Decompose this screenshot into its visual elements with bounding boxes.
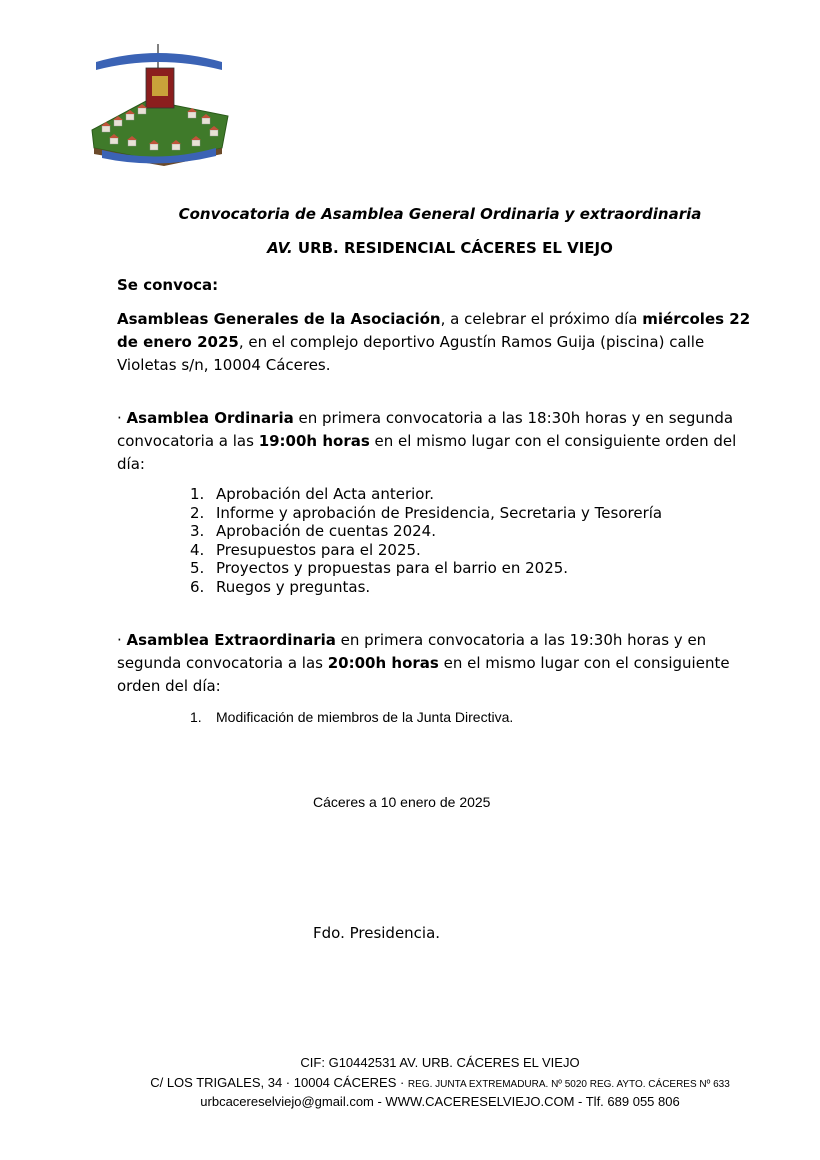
list-item-text: Ruegos y preguntas.	[216, 577, 371, 596]
extraordinaria-paragraph	[117, 629, 757, 698]
asambleas-text2: , en el complejo deportivo Agustín Ramos Guija (piscina) calle Violetas s/n, 10004 Cáceres.	[117, 333, 705, 374]
list-item	[190, 559, 662, 578]
list-item	[190, 708, 513, 727]
footer-address-main: C/ LOS TRIGALES, 34 · 10004 CÁCERES ·	[150, 1075, 408, 1090]
list-item	[190, 485, 662, 504]
ordinaria-time: 19:00h horas	[258, 432, 370, 450]
document-title: Convocatoria de Asamblea General Ordinaria y extraordinaria	[178, 205, 702, 223]
footer-address	[0, 1075, 820, 1090]
list-item-number: 1.	[190, 709, 202, 725]
footer-cif: CIF: G10442531 AV. URB. CÁCERES EL VIEJO	[300, 1055, 580, 1070]
ordinaria-title: Asamblea Ordinaria	[126, 409, 294, 427]
ordinaria-bullet: ·	[117, 409, 127, 427]
list-item	[190, 504, 662, 523]
asambleas-bold: Asambleas Generales de la Asociación	[117, 310, 441, 328]
list-item-text: Modificación de miembros de la Junta Directiva.	[216, 709, 514, 725]
list-item-text: Aprobación del Acta anterior.	[216, 485, 435, 503]
ordinaria-text2: en el mismo lugar con el consiguiente orden del día:	[117, 432, 737, 473]
ordinaria-text1: en primera convocatoria a las 18:30h horas y en segunda convocatoria a las	[117, 409, 734, 450]
extraordinaria-text1: en primera convocatoria a las 19:30h horas y en segunda convocatoria a las	[117, 631, 707, 672]
list-item-number: 4.	[190, 540, 205, 559]
extraordinaria-bullet: ·	[117, 631, 127, 649]
se-convoca-heading: Se convoca:	[117, 276, 219, 294]
list-item-number: 5.	[190, 559, 205, 577]
list-item-text: Aprobación de cuentas 2024.	[216, 522, 436, 540]
list-item-number: 3.	[190, 522, 205, 540]
asambleas-paragraph	[117, 308, 757, 377]
ordinaria-paragraph	[117, 407, 757, 476]
association-name-text: URB. RESIDENCIAL CÁCERES EL VIEJO	[297, 239, 613, 257]
extraordinaria-agenda-list	[190, 708, 513, 727]
extraordinaria-title: Asamblea Extraordinaria	[126, 631, 336, 649]
asambleas-text1: , a celebrar el próximo día	[440, 310, 643, 328]
list-item-number: 1.	[190, 485, 205, 503]
list-item-text: Informe y aprobación de Presidencia, Secretaria y Tesorería	[216, 503, 663, 522]
footer-contact: urbcacereselviejo@gmail.com - WWW.CACERESELVIEJO.COM - Tlf. 689 055 806	[200, 1094, 680, 1109]
ordinaria-agenda-list	[190, 485, 662, 596]
extraordinaria-text2: en el mismo lugar con el consiguiente orden del día:	[117, 654, 730, 695]
list-item	[190, 578, 662, 597]
list-item-text: Proyectos y propuestas para el barrio en 2025.	[216, 559, 569, 577]
list-item-number: 2.	[190, 503, 205, 522]
list-item-text: Presupuestos para el 2025.	[216, 540, 421, 559]
extraordinaria-time: 20:00h horas	[327, 654, 439, 672]
association-name	[30, 239, 820, 257]
list-item	[190, 541, 662, 560]
footer-registry: REG. JUNTA EXTREMADURA. Nº 5020 REG. AYTO. CÁCERES Nº 633	[407, 1079, 730, 1090]
list-item-number: 6.	[190, 577, 205, 596]
asambleas-date: miércoles 22 de enero 2025	[117, 310, 751, 351]
association-prefix: AV.	[267, 239, 293, 257]
date-line: Cáceres a 10 enero de 2025	[313, 794, 491, 810]
list-item	[190, 522, 662, 541]
signature: Fdo. Presidencia.	[313, 924, 441, 942]
asociacion-vecinos-logo	[88, 38, 230, 166]
